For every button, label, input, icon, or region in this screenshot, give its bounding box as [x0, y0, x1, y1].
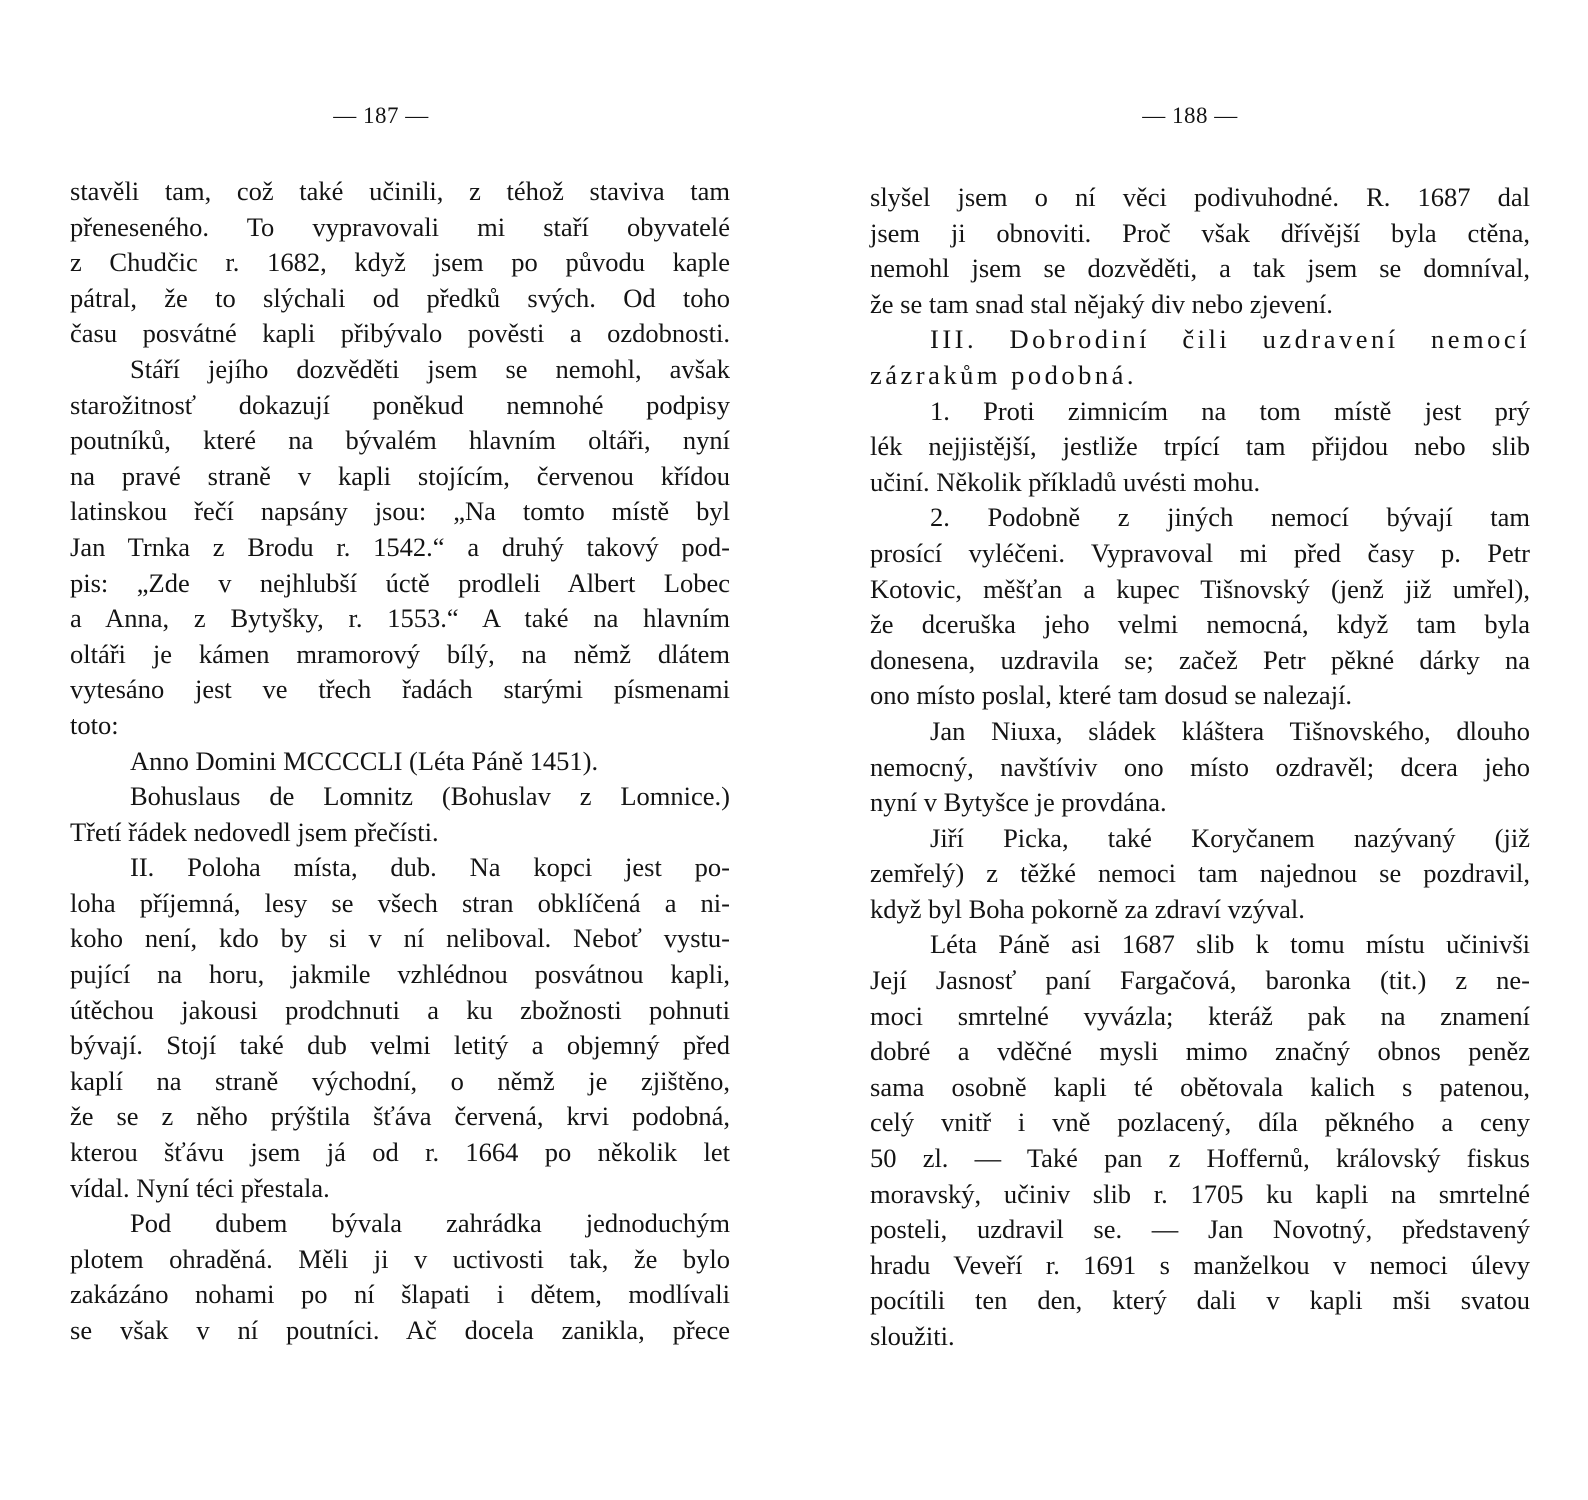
text-line: kterou šťávu jsem já od r. 1664 po několik let: [70, 1137, 730, 1168]
text-line: moravský, učiniv slib r. 1705 ku kapli na smrtelné: [870, 1178, 1530, 1209]
text-line: zemřelý) z těžké nemoci tam najednou se pozdravil,: [870, 858, 1530, 889]
text-line: donesena, uzdravila se; začež Petr pěkné dárky na: [870, 644, 1530, 675]
text-line: Léta Páně asi 1687 slib k tomu místu učinivši: [930, 929, 1530, 960]
text-line: lék nejjistější, jestliže trpící tam přijdou nebo slib: [870, 431, 1530, 462]
text-line: ono místo poslal, které tam dosud se nalezají.: [870, 680, 1353, 711]
right-page: [870, 0, 1530, 1500]
text-line: moci smrtelné vyvázla; kteráž pak na znamení: [870, 1000, 1530, 1031]
section-heading-line: II. Poloha místa, dub. Na kopci jest po-: [130, 852, 730, 883]
text-line: kaplí na straně východní, o němž je zjištěno,: [70, 1065, 730, 1096]
right-text-column: [870, 180, 1530, 1355]
text-line: jsem ji obnoviti. Proč však dřívější byla ctěna,: [870, 217, 1530, 248]
text-line: bývají. Stojí také dub velmi letitý a objemný před: [70, 1030, 730, 1061]
text-line: latinskou řečí napsány jsou: „Na tomto místě byl: [70, 496, 730, 527]
text-line: Její Jasnosť paní Fargačová, baronka (tit.) z ne-: [870, 965, 1530, 996]
page-number-left: — 187 —: [333, 103, 429, 128]
text-line: plotem ohraděná. Měli ji v uctivosti tak, že bylo: [70, 1243, 730, 1274]
text-line: zakázáno nohami po ní šlapati i dětem, modlívali: [70, 1279, 730, 1310]
text-line: dobré a vděčné mysli mimo značný obnos peněz: [870, 1036, 1530, 1067]
text-line: že dceruška jeho velmi nemocná, když tam byla: [870, 609, 1530, 640]
text-line: Jan Trnka z Brodu r. 1542.“ a druhý takový pod-: [70, 531, 730, 562]
text-line: učiní. Několik příkladů uvésti mohu.: [870, 466, 1261, 497]
text-line: pis: „Zde v nejhlubší úctě prodleli Albert Lobec: [70, 567, 730, 598]
text-line: nyní v Bytyšce je provdána.: [870, 787, 1167, 818]
text-line: přeneseného. To vypravovali mi staří obyvatelé: [70, 211, 730, 242]
section-heading-line: III. Dobrodiní čili uzdravení nemocí: [930, 324, 1530, 355]
text-line: pátral, že to slýchali od předků svých. Od toho: [70, 282, 730, 313]
page-number-right: — 188 —: [1142, 103, 1238, 128]
left-page: [70, 0, 730, 1500]
text-line: a Anna, z Bytyšky, r. 1553.“ A také na hlavním: [70, 603, 730, 634]
inscription-line: Anno Domini MCCCCLI (Léta Páně 1451).: [130, 745, 599, 776]
text-line: že se z něho prýštila šťáva červená, krvi podobná,: [70, 1101, 730, 1132]
text-line: 50 zl. — Také pan z Hoffernů, královský fiskus: [870, 1143, 1530, 1174]
text-line: poutníků, které na bývalém hlavním oltáři, nyní: [70, 425, 730, 456]
text-line: nemohl jsem se dozvěděti, a tak jsem se domníval,: [870, 253, 1530, 284]
text-line: Stáří jejího dozvěděti jsem se nemohl, avšak: [130, 353, 730, 384]
text-line: vídal. Nyní téci přestala.: [70, 1172, 330, 1203]
text-line: pující na horu, jakmile vzhlédnou posvátnou kapli,: [70, 959, 730, 990]
text-line: 2. Podobně z jiných nemocí bývají tam: [930, 502, 1530, 533]
text-line: Jiří Picka, také Koryčanem nazývaný (již: [930, 822, 1530, 853]
text-line: se však v ní poutníci. Ač docela zanikla, přece: [70, 1315, 730, 1345]
text-line: oltáři je kámen mramorový bílý, na němž dlátem: [70, 638, 730, 669]
left-text-column: [70, 174, 730, 1349]
text-line: stavěli tam, což také učinili, z téhož staviva tam: [70, 176, 730, 206]
section-heading-line: zázrakům podobná.: [870, 359, 1137, 390]
text-line: pocítili ten den, který dali v kapli mši svatou: [870, 1285, 1530, 1316]
text-line: slyšel jsem o ní věci podivuhodné. R. 1687 dal: [870, 182, 1530, 212]
text-line: nemocný, navštíviv ono místo ozdravěl; dcera jeho: [870, 751, 1530, 782]
text-line: celý vnitř i vně pozlacený, díla pěkného a ceny: [870, 1107, 1530, 1138]
text-line: prosící vyléčeni. Vypravoval mi před časy p. Petr: [870, 537, 1530, 568]
text-line: hradu Veveří r. 1691 s manželkou v nemoci úlevy: [870, 1249, 1530, 1280]
text-line: loha příjemná, lesy se všech stran obklíčená a ni-: [70, 887, 730, 918]
text-line: Třetí řádek nedovedl jsem přečísti.: [70, 816, 439, 847]
text-line: 1. Proti zimnicím na tom místě jest prý: [930, 395, 1530, 426]
text-line: Kotovic, měšťan a kupec Tišnovský (jenž již umřel),: [870, 573, 1530, 604]
text-line: posteli, uzdravil se. — Jan Novotný, představený: [870, 1214, 1530, 1245]
text-line: Jan Niuxa, sládek kláštera Tišnovského, dlouho: [930, 715, 1530, 746]
text-line: starožitnosť dokazují poněkud nemnohé podpisy: [70, 389, 730, 420]
text-line: že se tam snad stal nějaký div nebo zjevení.: [870, 288, 1333, 319]
text-line: Pod dubem bývala zahrádka jednoduchým: [130, 1208, 730, 1239]
text-line: útěchou jakousi prodchnuti a ku zbožnosti pohnuti: [70, 994, 730, 1025]
text-line: když byl Boha pokorně za zdraví vzýval.: [870, 893, 1305, 924]
text-line: koho není, kdo by si v ní neliboval. Neboť vystu-: [70, 923, 730, 954]
text-line: na pravé straně v kapli stojícím, červenou křídou: [70, 460, 730, 491]
text-line: sloužiti.: [870, 1321, 955, 1351]
text-line: sama osobně kapli té obětovala kalich s patenou,: [870, 1071, 1530, 1102]
text-line: času posvátné kapli přibývalo pověsti a ozdobnosti.: [70, 318, 730, 349]
text-line: vytesáno jest ve třech řadách starými písmenami: [70, 674, 730, 705]
text-line: toto:: [70, 709, 119, 740]
inscription-line: Bohuslaus de Lomnitz (Bohuslav z Lomnice.): [130, 781, 730, 812]
text-line: z Chudčic r. 1682, když jsem po původu kaple: [70, 247, 730, 278]
